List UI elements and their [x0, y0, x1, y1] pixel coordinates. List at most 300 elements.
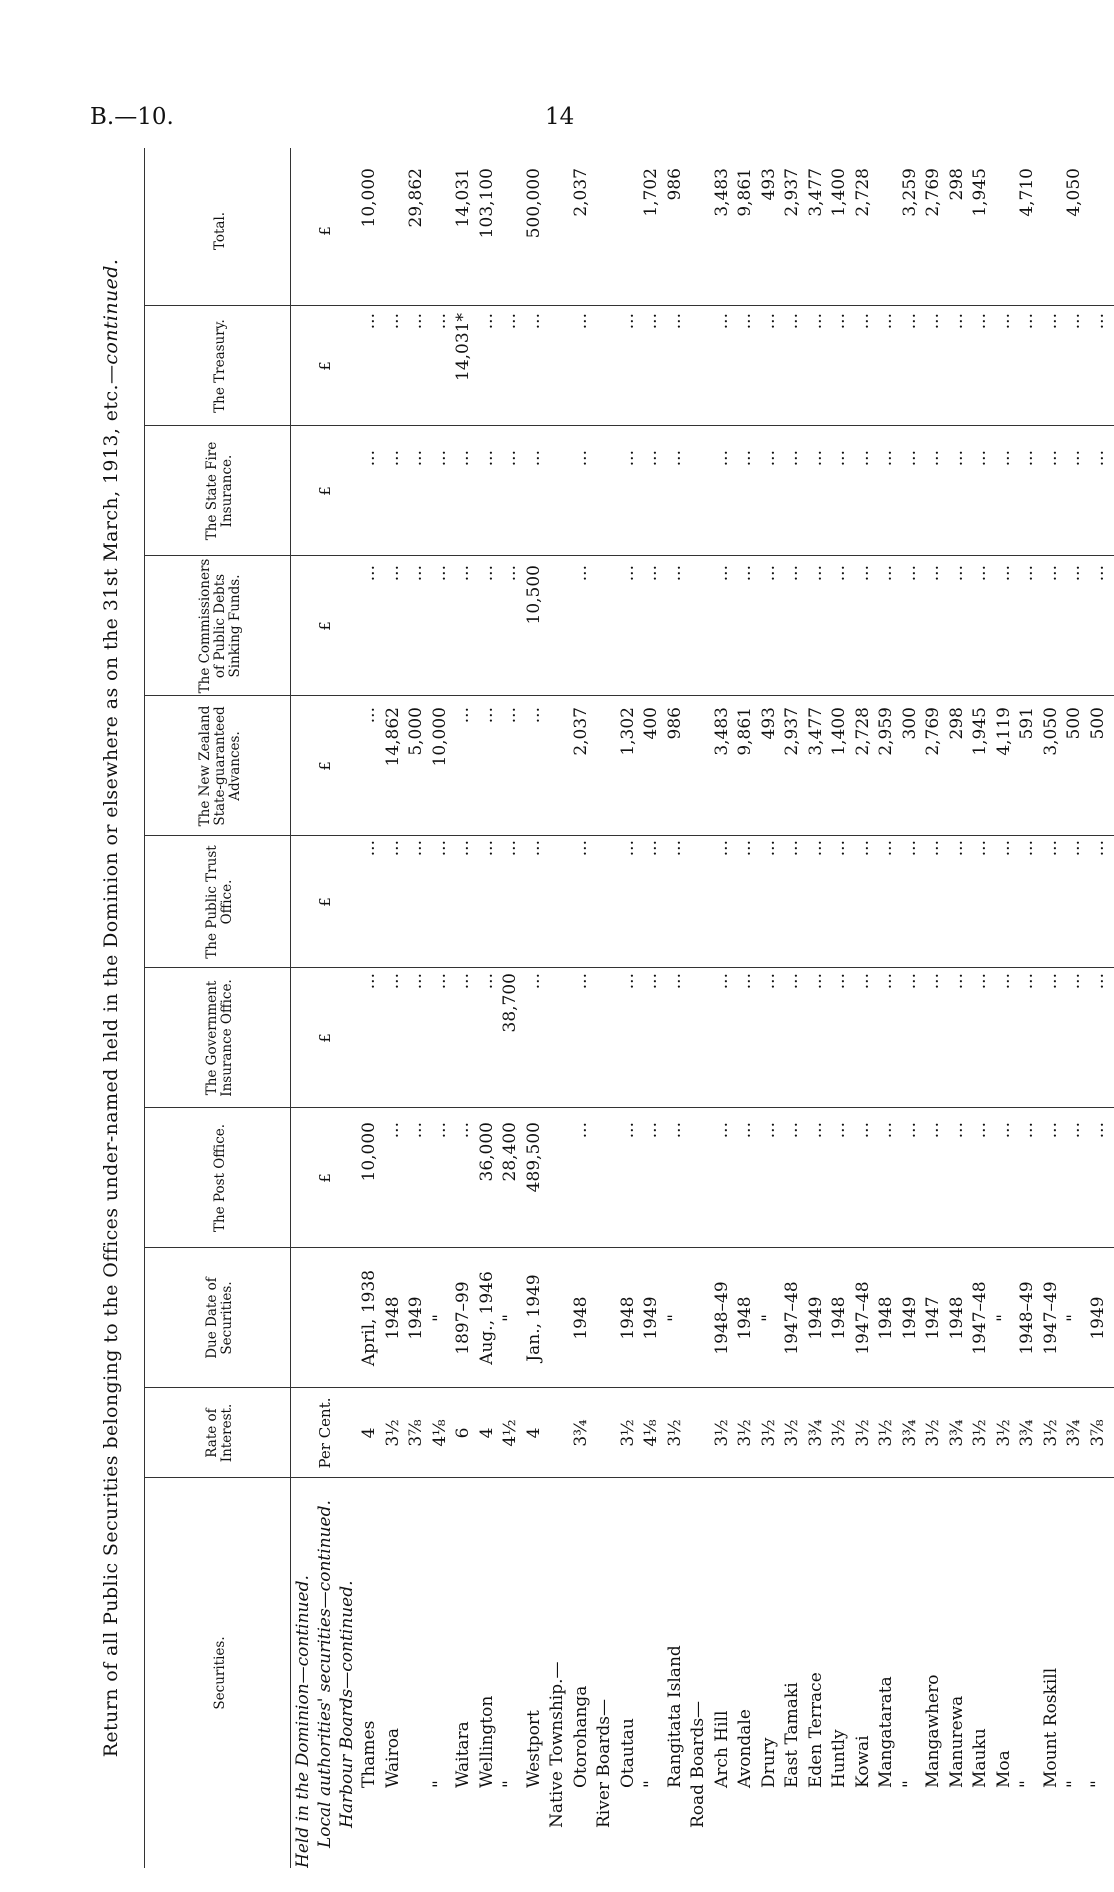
table-row — [969, 148, 991, 1868]
cell-due: 1948 — [382, 1296, 403, 1340]
cell-rate: 3½ — [852, 1419, 873, 1447]
cell-nz — [593, 707, 615, 832]
cell-tot: 10,000 — [359, 168, 379, 228]
cell-sf: ... — [876, 450, 896, 467]
cell-gi: ... — [406, 973, 426, 990]
column-header-state-fire: The State Fire Insurance. — [204, 441, 235, 541]
heading-local-authorities: Local authorities' securities—continued. — [315, 1500, 335, 1848]
cell-gi: ... — [641, 973, 661, 990]
cell-rate — [546, 1388, 568, 1478]
cell-tr: ... — [1064, 313, 1084, 330]
cell-po: ... — [923, 1122, 943, 1139]
cell-due: 1948 — [617, 1296, 638, 1340]
cell-cm: ... — [664, 565, 685, 582]
cell-due: 1948–49 — [711, 1281, 732, 1355]
cell-tr: ... — [523, 313, 544, 330]
row-label: Waitara — [453, 1721, 473, 1788]
cell-pt: ... — [1087, 840, 1108, 857]
cell-cm: ... — [876, 565, 896, 582]
cell-tot: 986 — [664, 168, 685, 201]
cell-pt — [593, 840, 615, 960]
table-row — [476, 148, 498, 1868]
cell-due — [593, 1248, 615, 1388]
cell-nz: 1,400 — [829, 707, 849, 756]
cell-rate: 3⅞ — [1087, 1419, 1108, 1447]
cell-cm: ... — [899, 565, 920, 582]
cell-nz: ... — [453, 707, 473, 724]
cell-cm: ... — [735, 565, 755, 582]
cell-rate: 3½ — [382, 1419, 403, 1447]
cell-due — [687, 1248, 709, 1388]
cell-nz: 1,945 — [970, 707, 990, 756]
cell-sf: ... — [664, 450, 685, 467]
row-label — [405, 1428, 427, 1868]
cell-po: 10,000 — [359, 1122, 379, 1182]
row-label: East Tamaki — [782, 1682, 802, 1788]
cell-cm — [546, 565, 568, 690]
row-label: Mangatarata — [876, 1676, 896, 1788]
cell-cm: ... — [829, 565, 849, 582]
cell-tot — [993, 168, 1015, 300]
table-row — [852, 148, 874, 1868]
table-row — [734, 148, 756, 1868]
cell-tot — [875, 168, 897, 300]
cell-nz: 3,483 — [711, 707, 732, 756]
cell-rate: 3½ — [970, 1419, 990, 1447]
unit-pound: £ — [316, 761, 334, 771]
cell-pt: ... — [758, 840, 779, 857]
row-label: Mount Roskill — [1040, 1667, 1061, 1788]
table-row — [922, 148, 944, 1868]
cell-nz: ... — [500, 707, 520, 724]
cell-rate — [593, 1388, 615, 1478]
unit-per-cent: Per Cent. — [316, 1397, 334, 1469]
cell-nz: 986 — [664, 707, 685, 740]
cell-sf: ... — [523, 450, 544, 467]
cell-tr: ... — [758, 313, 779, 330]
cell-cm — [593, 565, 615, 690]
cell-rate: 6 — [453, 1427, 473, 1439]
cell-tot — [499, 168, 521, 300]
cell-rate: 3⅞ — [406, 1419, 426, 1447]
cell-tot: 2,037 — [570, 168, 591, 217]
page-number: 14 — [545, 104, 575, 130]
unit-pound: £ — [316, 897, 334, 907]
table-row — [828, 148, 850, 1868]
cell-cm: ... — [570, 565, 591, 582]
table-row — [499, 148, 521, 1868]
cell-rate: 4 — [523, 1427, 544, 1439]
cell-due: " — [1064, 1314, 1084, 1322]
cell-sf: ... — [406, 450, 426, 467]
cell-tr — [546, 313, 568, 418]
column-header-securities: Securities. — [211, 1636, 228, 1710]
cell-due — [546, 1248, 568, 1388]
cell-tr: ... — [617, 313, 638, 330]
cell-tot: 103,100 — [476, 168, 497, 239]
cell-po: ... — [711, 1122, 732, 1139]
table-row — [1016, 148, 1038, 1868]
cell-cm: ... — [617, 565, 638, 582]
cell-cm: ... — [1064, 565, 1084, 582]
cell-po: ... — [852, 1122, 873, 1139]
cell-rate: 4½ — [500, 1419, 520, 1447]
cell-tr: ... — [993, 313, 1014, 330]
cell-nz: 298 — [946, 707, 967, 740]
cell-cm: ... — [970, 565, 990, 582]
page-header — [0, 104, 1114, 134]
row-label: Arch Hill — [711, 1710, 732, 1788]
row-label: Eden Terrace — [805, 1672, 826, 1788]
cell-tr: ... — [641, 313, 661, 330]
cell-sf: ... — [617, 450, 638, 467]
cell-gi: ... — [852, 973, 873, 990]
cell-gi: ... — [993, 973, 1014, 990]
cell-pt: ... — [453, 840, 473, 857]
cell-due: 1947–49 — [1040, 1281, 1061, 1355]
cell-due: Jan., 1949 — [523, 1274, 544, 1362]
cell-sf — [546, 450, 568, 550]
cell-tr — [593, 313, 615, 418]
cell-nz: 300 — [899, 707, 920, 740]
cell-sf: ... — [946, 450, 967, 467]
cell-pt: ... — [429, 840, 450, 857]
cell-pt: ... — [382, 840, 403, 857]
unit-pound: £ — [316, 361, 334, 371]
cell-due: 1897–99 — [453, 1281, 473, 1355]
cell-tr: ... — [570, 313, 591, 330]
cell-gi: ... — [1087, 973, 1108, 990]
cell-due: 1948 — [946, 1296, 967, 1340]
table-row — [758, 148, 780, 1868]
cell-po: ... — [970, 1122, 990, 1139]
cell-tot — [687, 168, 709, 300]
cell-tr: ... — [1017, 313, 1037, 330]
cell-pt: ... — [570, 840, 591, 857]
cell-nz: 500 — [1064, 707, 1084, 740]
row-label: " — [500, 1780, 520, 1788]
row-label: Kowai — [852, 1735, 873, 1788]
cell-tot — [617, 168, 639, 300]
cell-due: 1948–49 — [1017, 1281, 1037, 1355]
cell-po: ... — [406, 1122, 426, 1139]
cell-sf — [687, 450, 709, 550]
row-label: Otorohanga — [570, 1685, 591, 1788]
cell-nz: 14,862 — [382, 707, 403, 767]
cell-po: ... — [664, 1122, 685, 1139]
table-row — [382, 148, 404, 1868]
cell-tot — [429, 168, 451, 300]
row-label: Native Township.— — [547, 1661, 567, 1828]
row-label: River Boards— — [594, 1698, 614, 1828]
cell-due: 1948 — [735, 1296, 755, 1340]
cell-cm: ... — [406, 565, 426, 582]
cell-pt: ... — [876, 840, 896, 857]
cell-sf: ... — [735, 450, 755, 467]
cell-tr: ... — [805, 313, 826, 330]
cell-cm: ... — [805, 565, 826, 582]
cell-rate: 3¾ — [570, 1419, 591, 1447]
cell-nz: 10,000 — [429, 707, 450, 767]
cell-tot: 1,945 — [970, 168, 990, 217]
cell-sf: ... — [1040, 450, 1061, 467]
cell-tot — [593, 168, 615, 300]
cell-rate: 3¾ — [1064, 1419, 1084, 1447]
cell-sf: ... — [782, 450, 802, 467]
row-label: Drury — [758, 1737, 779, 1788]
cell-pt: ... — [711, 840, 732, 857]
cell-pt: ... — [641, 840, 661, 857]
cell-rate: 3¾ — [899, 1419, 920, 1447]
cell-tr: ... — [500, 313, 520, 330]
cell-po: ... — [570, 1122, 591, 1139]
cell-cm: ... — [1087, 565, 1108, 582]
cell-rate: 3¾ — [805, 1419, 826, 1447]
cell-sf: ... — [429, 450, 450, 467]
cell-cm: ... — [453, 565, 473, 582]
cell-rate: 4⅛ — [429, 1419, 450, 1447]
cell-rate: 4 — [359, 1427, 379, 1439]
cell-sf: ... — [758, 450, 779, 467]
table-row — [1063, 148, 1085, 1868]
cell-cm: ... — [993, 565, 1014, 582]
cell-due: " — [758, 1314, 779, 1322]
row-label: Avondale — [735, 1709, 755, 1788]
cell-tot: 2,728 — [852, 168, 873, 217]
cell-cm: ... — [923, 565, 943, 582]
title-text: Return of all Public Securities belonging to the Offices under-named held in the Dominion or elsewhere as on the 31st March, 1913, etc.— — [100, 364, 122, 1758]
cell-due: 1949 — [1087, 1296, 1108, 1340]
cell-pt: ... — [852, 840, 873, 857]
cell-tr: ... — [970, 313, 990, 330]
cell-gi: ... — [1064, 973, 1084, 990]
cell-po: ... — [1040, 1122, 1061, 1139]
cell-rate: 3½ — [735, 1419, 755, 1447]
cell-gi: ... — [476, 973, 497, 990]
heading-held-in-dominion: Held in the Dominion—continued. — [293, 1575, 313, 1868]
cell-pt: ... — [805, 840, 826, 857]
cell-cm: 10,500 — [523, 565, 544, 625]
row-label: Manurewa — [946, 1695, 967, 1788]
cell-cm: ... — [500, 565, 520, 582]
table-row — [1040, 148, 1062, 1868]
cell-cm: ... — [852, 565, 873, 582]
cell-nz: 493 — [758, 707, 779, 740]
cell-sf: ... — [805, 450, 826, 467]
cell-po: ... — [758, 1122, 779, 1139]
row-label: Huntly — [829, 1729, 849, 1788]
cell-due: 1949 — [406, 1296, 426, 1340]
cell-po: ... — [946, 1122, 967, 1139]
cell-nz: 3,477 — [805, 707, 826, 756]
cell-tr: ... — [1087, 313, 1108, 330]
cell-tr: ... — [899, 313, 920, 330]
cell-cm: ... — [359, 565, 379, 582]
cell-pt: ... — [406, 840, 426, 857]
cell-tr: ... — [382, 313, 403, 330]
table-row — [1087, 148, 1109, 1868]
cell-rate: 3½ — [617, 1419, 638, 1447]
cell-tot: 3,259 — [899, 168, 920, 217]
cell-due: " — [664, 1314, 685, 1322]
column-header-nz-state: The New Zealand State-guaranteed Advances. — [196, 705, 243, 827]
cell-sf: ... — [641, 450, 661, 467]
cell-po: ... — [382, 1122, 403, 1139]
cell-rate: 3½ — [758, 1419, 779, 1447]
cell-due: 1948 — [829, 1296, 849, 1340]
cell-sf: ... — [899, 450, 920, 467]
cell-po: 36,000 — [476, 1122, 497, 1182]
cell-tr: ... — [711, 313, 732, 330]
cell-nz: 1,302 — [617, 707, 638, 756]
cell-gi: ... — [970, 973, 990, 990]
cell-due: 1947 — [923, 1296, 943, 1340]
cell-sf: ... — [476, 450, 497, 467]
cell-sf: ... — [970, 450, 990, 467]
column-header-treasury: The Treasury. — [211, 319, 228, 413]
cell-sf: ... — [453, 450, 473, 467]
cell-cm: ... — [1040, 565, 1061, 582]
cell-tr: ... — [852, 313, 873, 330]
cell-nz: 5,000 — [406, 707, 426, 756]
cell-gi: ... — [829, 973, 849, 990]
cell-gi: ... — [1017, 973, 1037, 990]
cell-nz: 2,937 — [782, 707, 802, 756]
table-row — [664, 148, 686, 1868]
table-row — [617, 148, 639, 1868]
row-label: " — [429, 1780, 450, 1788]
cell-nz: 2,769 — [923, 707, 943, 756]
cell-pt — [687, 840, 709, 960]
cell-po: ... — [1017, 1122, 1037, 1139]
cell-due: 1948 — [876, 1296, 896, 1340]
cell-tot: 4,050 — [1064, 168, 1084, 217]
row-label: Moa — [993, 1750, 1014, 1788]
cell-tot — [382, 168, 404, 300]
cell-gi: ... — [570, 973, 591, 990]
table-row — [570, 148, 592, 1868]
unit-pound: £ — [316, 1033, 334, 1043]
cell-due: 1947–48 — [970, 1281, 990, 1355]
cell-pt: ... — [1017, 840, 1037, 857]
cell-po — [546, 1122, 568, 1248]
table-row — [358, 148, 380, 1868]
column-header-commissioners: The Commissioners of Public Debts Sinking Funds. — [196, 558, 243, 694]
cell-nz — [546, 707, 568, 832]
cell-due: 1947–48 — [782, 1281, 802, 1355]
cell-tot: 1,702 — [641, 168, 661, 217]
cell-rate: 3¾ — [1017, 1419, 1037, 1447]
cell-tr: ... — [406, 313, 426, 330]
column-header-due-date: Due Date of Securities. — [204, 1277, 235, 1359]
cell-nz: ... — [523, 707, 544, 724]
cell-pt: ... — [923, 840, 943, 857]
cell-gi: ... — [711, 973, 732, 990]
cell-tot: 14,031 — [453, 168, 473, 228]
cell-po: ... — [782, 1122, 802, 1139]
cell-sf: ... — [993, 450, 1014, 467]
cell-cm: ... — [641, 565, 661, 582]
table-row — [946, 148, 968, 1868]
cell-gi: ... — [758, 973, 779, 990]
cell-rate: 3½ — [1040, 1419, 1061, 1447]
table-row — [711, 148, 733, 1868]
cell-sf: ... — [1087, 450, 1108, 467]
cell-po: ... — [829, 1122, 849, 1139]
cell-tr: ... — [923, 313, 943, 330]
cell-gi: ... — [899, 973, 920, 990]
cell-due: " — [993, 1314, 1014, 1322]
cell-nz: 3,050 — [1040, 707, 1061, 756]
cell-gi: ... — [523, 973, 544, 990]
row-label: Road Boards— — [688, 1700, 708, 1828]
cell-rate: 3½ — [829, 1419, 849, 1447]
cell-pt: ... — [829, 840, 849, 857]
cell-nz: 2,959 — [876, 707, 896, 756]
cell-cm: ... — [711, 565, 732, 582]
cell-tot: 2,937 — [782, 168, 802, 217]
cell-gi: ... — [782, 973, 802, 990]
cell-tr: ... — [664, 313, 685, 330]
cell-sf: ... — [359, 450, 379, 467]
unit-pound: £ — [316, 226, 334, 236]
cell-tot: 3,483 — [711, 168, 732, 217]
column-header-total: Total. — [211, 211, 228, 251]
cell-due: 1949 — [899, 1296, 920, 1340]
cell-tot: 1,400 — [829, 168, 849, 217]
cell-nz: 2,037 — [570, 707, 591, 756]
cell-po: ... — [1064, 1122, 1084, 1139]
cell-cm — [687, 565, 709, 690]
row-label: Mangawhero — [923, 1674, 943, 1788]
cell-tot: 3,477 — [805, 168, 826, 217]
row-label: Rangitata Island — [664, 1645, 685, 1788]
cell-pt: ... — [664, 840, 685, 857]
table-row — [405, 148, 427, 1868]
cell-tot — [1087, 168, 1109, 300]
cell-gi: 38,700 — [500, 973, 520, 1033]
cell-gi: ... — [735, 973, 755, 990]
cell-tr: ... — [782, 313, 802, 330]
cell-sf: ... — [570, 450, 591, 467]
cell-tr: ... — [476, 313, 497, 330]
cell-po: ... — [993, 1122, 1014, 1139]
cell-cm: ... — [782, 565, 802, 582]
cell-tot: 2,769 — [923, 168, 943, 217]
cell-tr: ... — [735, 313, 755, 330]
cell-gi: ... — [1040, 973, 1061, 990]
cell-gi — [593, 973, 615, 1103]
row-label: Mauku — [970, 1728, 990, 1788]
heading-harbour-boards: Harbour Boards—continued. — [337, 1580, 357, 1828]
cell-rate: 3½ — [664, 1419, 685, 1447]
cell-po: ... — [876, 1122, 896, 1139]
cell-gi: ... — [453, 973, 473, 990]
cell-gi: ... — [617, 973, 638, 990]
cell-tot — [546, 168, 568, 300]
cell-pt: ... — [476, 840, 497, 857]
cell-nz: ... — [359, 707, 379, 724]
cell-tr — [687, 313, 709, 418]
cell-cm: ... — [1017, 565, 1037, 582]
cell-pt: ... — [1040, 840, 1061, 857]
cell-cm: ... — [758, 565, 779, 582]
cell-due: April, 1938 — [359, 1269, 379, 1367]
table-row — [546, 148, 568, 1868]
cell-cm: ... — [476, 565, 497, 582]
column-header-govt-insurance: The Government Insurance Office. — [204, 979, 235, 1097]
header-top-rule — [144, 148, 145, 1868]
